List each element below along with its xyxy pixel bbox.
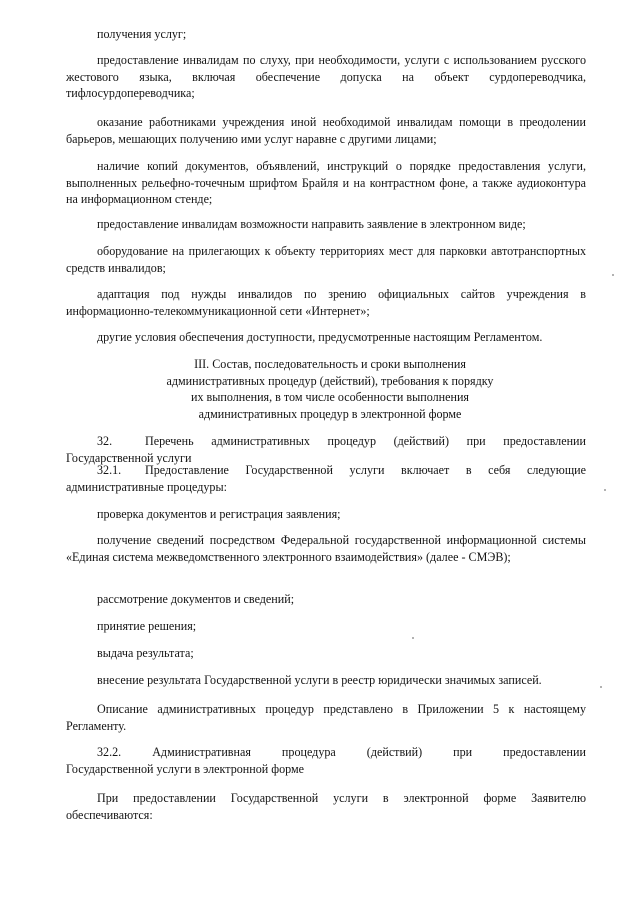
paragraph-other-conditions: другие условия обеспечения доступности, предусмотренные настоящим Регламентом. bbox=[97, 330, 543, 344]
heading-line-3: их выполнения, в том числе особенности выполнения bbox=[190, 390, 469, 404]
scan-speck bbox=[604, 489, 606, 491]
paragraph-procedure-description: Описание административных процедур представлено в Приложении 5 к настоящему Регламенту. bbox=[66, 702, 586, 733]
procedure-decision: принятие решения; bbox=[97, 619, 197, 633]
scan-speck bbox=[612, 274, 614, 276]
paragraph-parking: оборудование на прилегающих к объекту территориях мест для парковки автотранспортных средств инвалидов; bbox=[66, 244, 586, 275]
clause-text: Предоставление Государственной услуги включает в себя следующие административные процедуры: bbox=[66, 463, 586, 494]
clause-word: Административная bbox=[152, 745, 251, 759]
paragraph-service-receipt: получения услуг; bbox=[97, 27, 187, 41]
clause-32-2 bbox=[66, 744, 586, 777]
clause-word: (действий) bbox=[366, 745, 423, 759]
clause-32-1 bbox=[66, 462, 586, 495]
heading-line-1: III. Состав, последовательность и сроки выполнения bbox=[194, 357, 466, 371]
clause-number: 32.1. bbox=[97, 463, 122, 477]
procedure-registry-entry: внесение результата Государственной услуги в реестр юридически значимых записей. bbox=[97, 673, 542, 687]
clause-text: Перечень административных процедур (действий) при предоставлении Государственной услуги bbox=[66, 434, 586, 465]
paragraph-sign-language: предоставление инвалидам по слуху, при необходимости, услуги с использованием русского жестового языка, включая обеспечение допуска на объект сурдопереводчика, тифлосурдопереводчика; bbox=[66, 53, 586, 100]
clause-32-2-first-line bbox=[66, 744, 586, 761]
procedure-result-issue: выдача результата; bbox=[97, 646, 194, 660]
clause-word: при bbox=[453, 745, 473, 759]
scan-speck bbox=[600, 686, 602, 688]
clause-word: предоставлении bbox=[503, 745, 586, 759]
paragraph-website-adaptation: адаптация под нужды инвалидов по зрению официальных сайтов учреждения в информационно-телекоммуникационной сети «Интернет»; bbox=[66, 287, 586, 318]
clause-word: процедура bbox=[281, 745, 336, 759]
procedure-document-check: проверка документов и регистрация заявления; bbox=[97, 507, 341, 521]
clause-number: 32.2. bbox=[97, 745, 122, 759]
procedure-review: рассмотрение документов и сведений; bbox=[97, 592, 295, 606]
heading-line-2: административных процедур (действий), требования к порядку bbox=[166, 373, 494, 388]
paragraph-electronic-application: предоставление инвалидам возможности направить заявление в электронном виде; bbox=[97, 217, 526, 231]
clause-number: 32. bbox=[97, 434, 113, 448]
section-heading bbox=[120, 356, 540, 422]
procedure-smev-request: получение сведений посредством Федеральной государственной информационной системы «Единая система межведомственного электронного взаимодействия» (далее - СМЭВ); bbox=[66, 533, 586, 564]
clause-32-2-second-line: Государственной услуги в электронной форме bbox=[66, 761, 305, 776]
paragraph-braille-documents: наличие копий документов, объявлений, инструкций о порядке предоставления услуги, выполненных рельефно-точечным шрифтом Брайля и на контрастном фоне, а также аудиоконтура на информационном стенде; bbox=[66, 159, 586, 206]
heading-line-4: административных процедур в электронной форме bbox=[198, 406, 462, 421]
paragraph-staff-assistance: оказание работниками учреждения иной необходимой инвалидам помощи в преодолении барьеров, мешающих получению ими услуг наравне с другими лицами; bbox=[66, 115, 586, 146]
paragraph-electronic-provision: При предоставлении Государственной услуги в электронной форме Заявителю обеспечиваются: bbox=[66, 791, 586, 822]
scan-speck bbox=[412, 637, 414, 639]
